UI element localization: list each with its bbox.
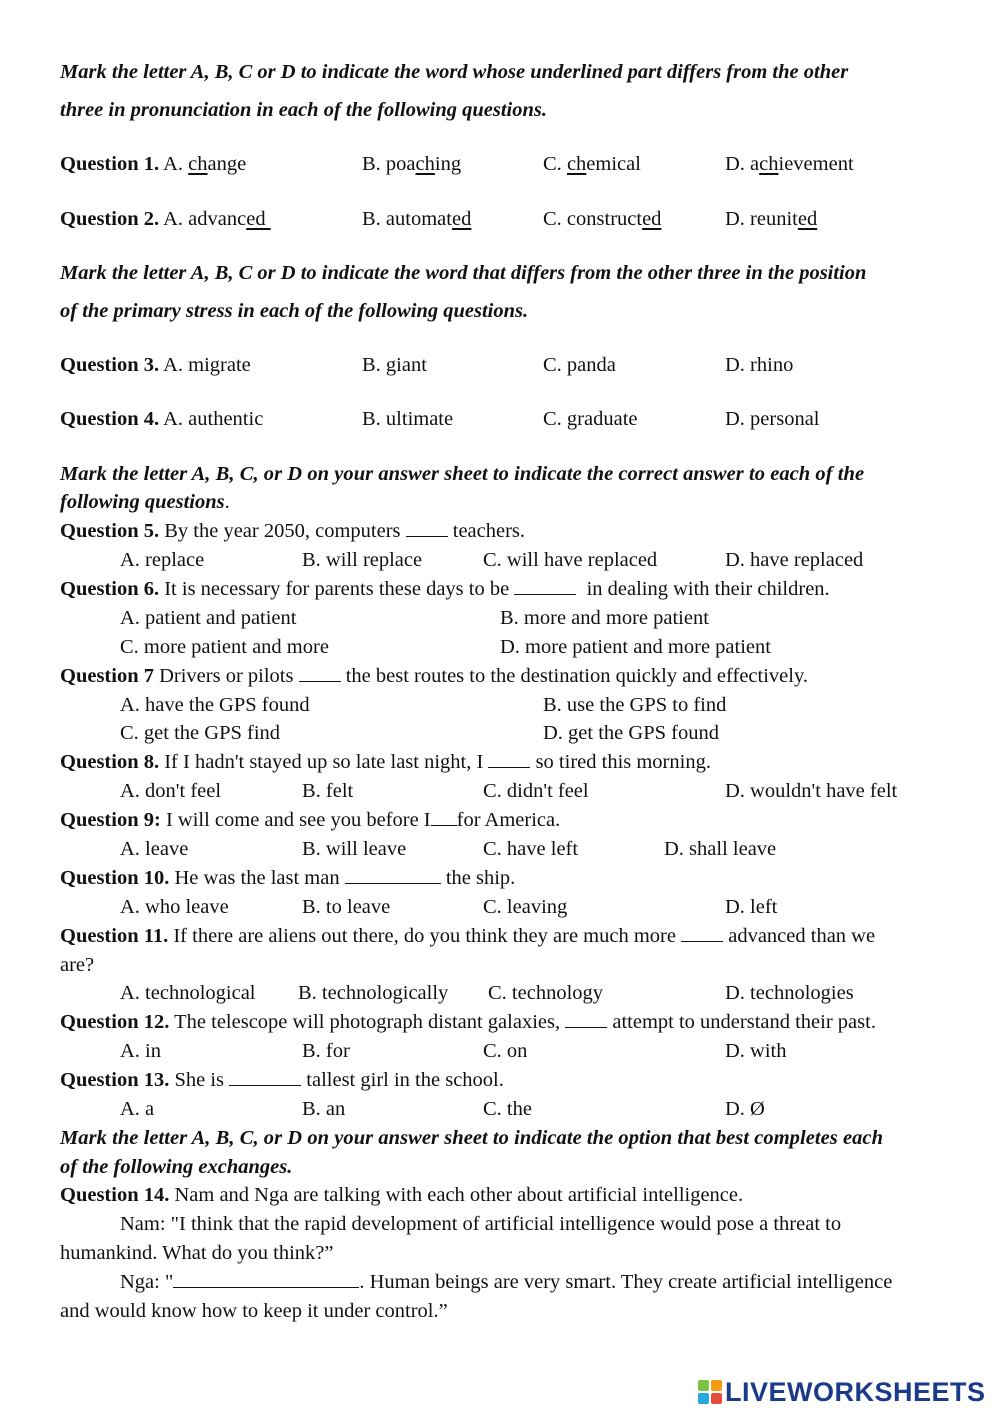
q1-option-d[interactable]: D. achievement: [725, 153, 854, 175]
answer-blank[interactable]: [229, 1084, 301, 1086]
question-14-label: Question 14.: [60, 1184, 170, 1206]
section2-instruction-line2: of the primary stress in each of the following questions.: [60, 300, 529, 322]
question-9-stem: Question 9: I will come and see you before I for America.: [60, 809, 561, 831]
section3-instruction-line2: following questions.: [60, 491, 230, 513]
q5-option-b[interactable]: B. will replace: [302, 549, 423, 571]
answer-blank[interactable]: [173, 1286, 359, 1288]
question-6-stem: Question 6. It is necessary for parents these days to be in dealing with their children.: [60, 578, 830, 600]
q2-option-c[interactable]: C. constructed: [543, 208, 662, 230]
q12-option-d[interactable]: D. with: [725, 1040, 787, 1062]
q7-option-a[interactable]: A. have the GPS found: [120, 694, 310, 716]
q14-nam-line2: humankind. What do you think?”: [60, 1242, 334, 1264]
q2-option-d[interactable]: D. reunited: [725, 208, 818, 230]
question-10-label: Question 10.: [60, 867, 170, 889]
question-4: [60, 408, 263, 431]
q1-option-b[interactable]: B. poaching: [362, 153, 462, 175]
answer-blank[interactable]: [345, 882, 441, 884]
q4-option-c[interactable]: C. graduate: [543, 408, 638, 430]
q14-nga-line1: Nga: " . Human beings are very smart. They create artificial intelligence: [120, 1271, 893, 1293]
q10-option-c[interactable]: C. leaving: [483, 896, 568, 918]
question-11-label: Question 11.: [60, 925, 169, 947]
q13-option-d[interactable]: D. Ø: [725, 1098, 765, 1120]
q3-option-c[interactable]: C. panda: [543, 354, 616, 376]
q1-option-c[interactable]: C. chemical: [543, 153, 641, 175]
question-3: [60, 354, 251, 377]
question-8-label: Question 8.: [60, 751, 160, 773]
q10-option-d[interactable]: D. left: [725, 896, 778, 918]
q12-option-b[interactable]: B. for: [302, 1040, 350, 1062]
question-1: [60, 153, 246, 176]
question-8-stem: Question 8. If I hadn't stayed up so late last night, I so tired this morning.: [60, 751, 711, 773]
q8-option-d[interactable]: D. wouldn't have felt: [725, 780, 898, 802]
q7-option-c[interactable]: C. get the GPS find: [120, 722, 281, 744]
section4-instruction-line1: Mark the letter A, B, C, or D on your answer sheet to indicate the option that best completes each: [60, 1127, 884, 1149]
q8-option-b[interactable]: B. felt: [302, 780, 354, 802]
q4-option-d[interactable]: D. personal: [725, 408, 820, 430]
answer-blank[interactable]: [406, 535, 448, 537]
q11-option-a[interactable]: A. technological: [120, 982, 256, 1004]
q1-option-a[interactable]: A. change: [163, 153, 247, 175]
question-11-stem-line2: are?: [60, 954, 95, 976]
section3-instruction-line1: Mark the letter A, B, C, or D on your answer sheet to indicate the correct answer to each of the: [60, 463, 865, 485]
answer-blank[interactable]: [681, 940, 723, 942]
question-12-stem: Question 12. The telescope will photograph distant galaxies, attempt to understand their past.: [60, 1011, 876, 1033]
q7-option-b[interactable]: B. use the GPS to find: [543, 694, 727, 716]
answer-blank[interactable]: [431, 824, 457, 826]
q5-option-d[interactable]: D. have replaced: [725, 549, 864, 571]
question-7-label: Question 7: [60, 665, 154, 687]
question-10-stem: Question 10. He was the last man the ship.: [60, 867, 516, 889]
q9-option-d[interactable]: D. shall leave: [664, 838, 777, 860]
q5-option-a[interactable]: A. replace: [120, 549, 205, 571]
q4-option-b[interactable]: B. ultimate: [362, 408, 454, 430]
q14-nga-line2: and would know how to keep it under control.”: [60, 1300, 448, 1322]
liveworksheets-logo: [697, 1378, 986, 1406]
q10-option-a[interactable]: A. who leave: [120, 896, 229, 918]
question-6-label: Question 6.: [60, 578, 160, 600]
section2-instruction-line1: Mark the letter A, B, C or D to indicate the word that differs from the other three in the position: [60, 262, 867, 284]
q11-option-d[interactable]: D. technologies: [725, 982, 854, 1004]
question-9-label: Question 9:: [60, 809, 161, 831]
question-1-label: Question 1.: [60, 153, 160, 175]
question-11-stem: Question 11. If there are aliens out there, do you think they are much more advanced than we: [60, 925, 876, 947]
q9-option-c[interactable]: C. have left: [483, 838, 579, 860]
q9-option-a[interactable]: A. leave: [120, 838, 189, 860]
answer-blank[interactable]: [488, 766, 530, 768]
question-13-label: Question 13.: [60, 1069, 170, 1091]
q3-option-d[interactable]: D. rhino: [725, 354, 794, 376]
section1-instruction-line2: three in pronunciation in each of the following questions.: [60, 99, 547, 121]
question-5-stem: Question 5. By the year 2050, computers teachers.: [60, 520, 526, 542]
q11-option-c[interactable]: C. technology: [488, 982, 604, 1004]
q3-option-b[interactable]: B. giant: [362, 354, 427, 376]
answer-blank[interactable]: [514, 593, 576, 595]
q11-option-b[interactable]: B. technologically: [298, 982, 449, 1004]
question-5-label: Question 5.: [60, 520, 160, 542]
section4-instruction-line2: of the following exchanges.: [60, 1156, 293, 1178]
q13-option-a[interactable]: A. a: [120, 1098, 155, 1120]
q6-option-d[interactable]: D. more patient and more patient: [500, 636, 771, 658]
question-3-label: Question 3.: [60, 354, 160, 376]
liveworksheets-logo-text: LIVEWORKSHEETS: [725, 1376, 986, 1407]
q10-option-b[interactable]: B. to leave: [302, 896, 391, 918]
question-13-stem: Question 13. She is tallest girl in the school.: [60, 1069, 504, 1091]
q9-option-b[interactable]: B. will leave: [302, 838, 407, 860]
question-2-label: Question 2.: [60, 208, 160, 230]
q5-option-c[interactable]: C. will have replaced: [483, 549, 658, 571]
question-4-label: Question 4.: [60, 408, 160, 430]
liveworksheets-logo-icon: [697, 1379, 723, 1405]
section1-instruction-line1: Mark the letter A, B, C or D to indicate the word whose underlined part differs from the other: [60, 61, 849, 83]
answer-blank[interactable]: [565, 1026, 607, 1028]
q6-option-a[interactable]: A. patient and patient: [120, 607, 297, 629]
q14-nam-line1: Nam: "I think that the rapid development of artificial intelligence would pose a threat to: [120, 1213, 842, 1235]
q7-option-d[interactable]: D. get the GPS found: [543, 722, 719, 744]
q4-option-a[interactable]: A. authentic: [163, 408, 264, 430]
question-2: [60, 208, 271, 231]
answer-blank[interactable]: [299, 680, 341, 682]
question-14-stem: Question 14. Nam and Nga are talking with each other about artificial intelligence.: [60, 1184, 744, 1206]
question-7-stem: Question 7 Drivers or pilots the best routes to the destination quickly and effectively.: [60, 665, 808, 687]
q13-option-c[interactable]: C. the: [483, 1098, 532, 1120]
q8-option-a[interactable]: A. don't feel: [120, 780, 222, 802]
q2-option-b[interactable]: B. automated: [362, 208, 472, 230]
q3-option-a[interactable]: A. migrate: [163, 354, 251, 376]
q13-option-b[interactable]: B. an: [302, 1098, 346, 1120]
q12-option-c[interactable]: C. on: [483, 1040, 528, 1062]
q12-option-a[interactable]: A. in: [120, 1040, 161, 1062]
q6-option-c[interactable]: C. more patient and more: [120, 636, 329, 658]
q2-option-a[interactable]: A. advanced: [163, 208, 271, 230]
question-12-label: Question 12.: [60, 1011, 170, 1033]
q6-option-b[interactable]: B. more and more patient: [500, 607, 709, 629]
q8-option-c[interactable]: C. didn't feel: [483, 780, 589, 802]
